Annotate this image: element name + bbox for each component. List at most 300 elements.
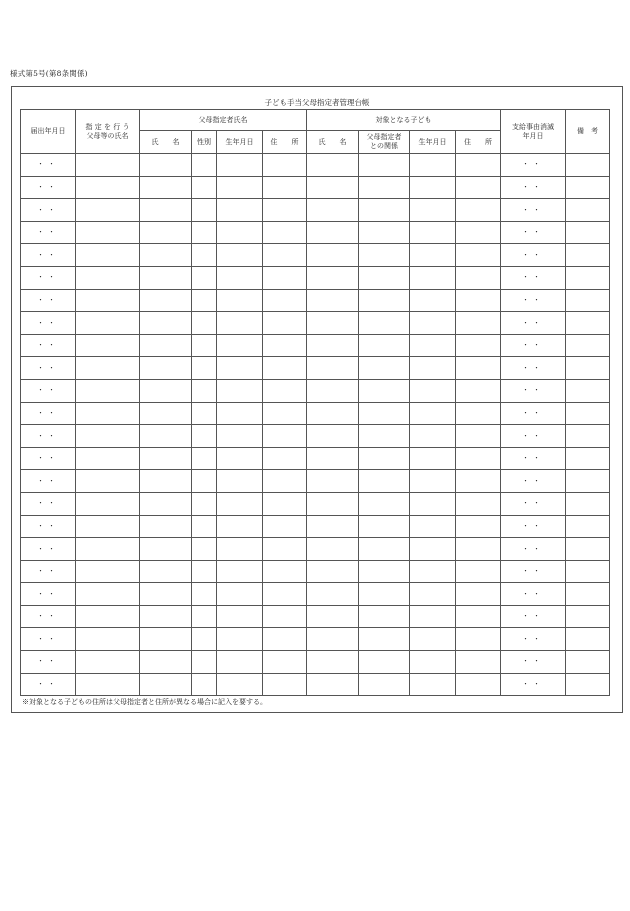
cell-notification-date[interactable]: ・・ [21, 334, 76, 357]
cell-blank[interactable] [307, 583, 359, 606]
cell-blank[interactable] [192, 402, 217, 425]
cell-blank[interactable] [217, 560, 263, 583]
cell-blank[interactable] [217, 651, 263, 674]
cell-blank[interactable] [566, 312, 610, 335]
cell-blank[interactable] [192, 673, 217, 696]
cell-blank[interactable] [456, 357, 501, 380]
cell-blank[interactable] [410, 583, 456, 606]
cell-blank[interactable] [410, 199, 456, 222]
cell-blank[interactable] [140, 651, 192, 674]
cell-notification-date[interactable]: ・・ [21, 538, 76, 561]
cell-blank[interactable] [76, 312, 140, 335]
cell-blank[interactable] [456, 221, 501, 244]
cell-blank[interactable] [456, 199, 501, 222]
cell-blank[interactable] [359, 199, 410, 222]
cell-blank[interactable] [263, 379, 307, 402]
cell-blank[interactable] [566, 176, 610, 199]
cell-blank[interactable] [456, 628, 501, 651]
cell-notification-date[interactable]: ・・ [21, 357, 76, 380]
cell-blank[interactable] [410, 402, 456, 425]
cell-blank[interactable] [359, 221, 410, 244]
cell-blank[interactable] [217, 176, 263, 199]
cell-blank[interactable] [192, 176, 217, 199]
cell-blank[interactable] [359, 425, 410, 448]
cell-blank[interactable] [456, 583, 501, 606]
cell-blank[interactable] [456, 379, 501, 402]
cell-blank[interactable] [217, 515, 263, 538]
cell-blank[interactable] [359, 673, 410, 696]
cell-notification-date[interactable]: ・・ [21, 221, 76, 244]
table-row [21, 221, 610, 244]
cell-blank[interactable] [307, 538, 359, 561]
cell-blank[interactable] [140, 334, 192, 357]
cell-blank[interactable] [359, 154, 410, 177]
cell-blank[interactable] [217, 221, 263, 244]
cell-blank[interactable] [359, 379, 410, 402]
cell-blank[interactable] [566, 199, 610, 222]
cell-blank[interactable] [456, 402, 501, 425]
cell-blank[interactable] [217, 334, 263, 357]
cell-blank[interactable] [76, 154, 140, 177]
header-designator-line1: 指 定 を 行 う [85, 122, 130, 131]
cell-blank[interactable] [566, 402, 610, 425]
cell-blank[interactable] [307, 334, 359, 357]
cell-blank[interactable] [307, 312, 359, 335]
cell-blank[interactable] [192, 221, 217, 244]
cell-notification-date[interactable]: ・・ [21, 560, 76, 583]
cell-blank[interactable] [307, 266, 359, 289]
cell-blank[interactable] [192, 447, 217, 470]
subheader-birth: 生年月日 [217, 131, 263, 154]
cell-end-date[interactable]: ・・ [501, 379, 566, 402]
cell-blank[interactable] [456, 538, 501, 561]
cell-end-date[interactable]: ・・ [501, 560, 566, 583]
cell-blank[interactable] [192, 357, 217, 380]
cell-blank[interactable] [566, 244, 610, 267]
cell-blank[interactable] [359, 334, 410, 357]
cell-blank[interactable] [456, 673, 501, 696]
cell-blank[interactable] [359, 447, 410, 470]
cell-blank[interactable] [359, 560, 410, 583]
cell-blank[interactable] [359, 605, 410, 628]
cell-blank[interactable] [456, 244, 501, 267]
header-notification-date: 届出年月日 [21, 110, 76, 154]
cell-blank[interactable] [263, 447, 307, 470]
cell-blank[interactable] [192, 470, 217, 493]
cell-notification-date[interactable]: ・・ [21, 154, 76, 177]
cell-blank[interactable] [263, 628, 307, 651]
cell-blank[interactable] [307, 673, 359, 696]
cell-notification-date[interactable]: ・・ [21, 673, 76, 696]
cell-blank[interactable] [140, 560, 192, 583]
cell-blank[interactable] [307, 628, 359, 651]
cell-blank[interactable] [456, 289, 501, 312]
cell-blank[interactable] [76, 605, 140, 628]
cell-blank[interactable] [410, 357, 456, 380]
cell-blank[interactable] [456, 651, 501, 674]
cell-end-date[interactable]: ・・ [501, 154, 566, 177]
cell-blank[interactable] [140, 538, 192, 561]
cell-blank[interactable] [263, 176, 307, 199]
cell-blank[interactable] [76, 628, 140, 651]
cell-blank[interactable] [76, 289, 140, 312]
cell-blank[interactable] [76, 470, 140, 493]
cell-blank[interactable] [307, 605, 359, 628]
cell-blank[interactable] [76, 651, 140, 674]
cell-blank[interactable] [263, 425, 307, 448]
cell-blank[interactable] [566, 673, 610, 696]
cell-blank[interactable] [307, 289, 359, 312]
cell-blank[interactable] [410, 244, 456, 267]
cell-blank[interactable] [410, 470, 456, 493]
cell-notification-date[interactable]: ・・ [21, 176, 76, 199]
table-row [21, 583, 610, 606]
cell-blank[interactable] [263, 651, 307, 674]
cell-blank[interactable] [410, 312, 456, 335]
table-row [21, 651, 610, 674]
cell-end-date[interactable]: ・・ [501, 402, 566, 425]
cell-blank[interactable] [192, 334, 217, 357]
cell-notification-date[interactable]: ・・ [21, 379, 76, 402]
cell-blank[interactable] [76, 492, 140, 515]
cell-blank[interactable] [140, 447, 192, 470]
cell-blank[interactable] [192, 583, 217, 606]
cell-blank[interactable] [76, 425, 140, 448]
cell-blank[interactable] [192, 289, 217, 312]
cell-blank[interactable] [359, 628, 410, 651]
cell-notification-date[interactable]: ・・ [21, 244, 76, 267]
cell-blank[interactable] [566, 583, 610, 606]
cell-blank[interactable] [192, 492, 217, 515]
cell-blank[interactable] [410, 266, 456, 289]
cell-blank[interactable] [566, 447, 610, 470]
cell-blank[interactable] [566, 605, 610, 628]
cell-blank[interactable] [456, 266, 501, 289]
cell-blank[interactable] [192, 244, 217, 267]
cell-end-date[interactable]: ・・ [501, 244, 566, 267]
cell-blank[interactable] [140, 199, 192, 222]
cell-blank[interactable] [456, 154, 501, 177]
cell-end-date[interactable]: ・・ [501, 312, 566, 335]
cell-blank[interactable] [359, 266, 410, 289]
cell-notification-date[interactable]: ・・ [21, 447, 76, 470]
cell-blank[interactable] [217, 538, 263, 561]
cell-notification-date[interactable]: ・・ [21, 470, 76, 493]
cell-end-date[interactable]: ・・ [501, 447, 566, 470]
cell-blank[interactable] [76, 266, 140, 289]
cell-blank[interactable] [410, 154, 456, 177]
cell-blank[interactable] [410, 628, 456, 651]
cell-blank[interactable] [140, 470, 192, 493]
cell-blank[interactable] [140, 605, 192, 628]
cell-blank[interactable] [140, 221, 192, 244]
cell-blank[interactable] [410, 334, 456, 357]
cell-notification-date[interactable]: ・・ [21, 628, 76, 651]
cell-blank[interactable] [263, 312, 307, 335]
cell-blank[interactable] [263, 266, 307, 289]
cell-end-date[interactable]: ・・ [501, 673, 566, 696]
cell-blank[interactable] [76, 538, 140, 561]
cell-blank[interactable] [307, 515, 359, 538]
cell-notification-date[interactable]: ・・ [21, 515, 76, 538]
cell-end-date[interactable]: ・・ [501, 470, 566, 493]
cell-blank[interactable] [217, 470, 263, 493]
cell-blank[interactable] [410, 651, 456, 674]
cell-blank[interactable] [307, 651, 359, 674]
cell-blank[interactable] [566, 628, 610, 651]
cell-blank[interactable] [410, 538, 456, 561]
cell-notification-date[interactable]: ・・ [21, 583, 76, 606]
cell-blank[interactable] [359, 312, 410, 335]
cell-blank[interactable] [359, 583, 410, 606]
cell-notification-date[interactable]: ・・ [21, 289, 76, 312]
cell-blank[interactable] [217, 244, 263, 267]
cell-blank[interactable] [192, 560, 217, 583]
cell-blank[interactable] [140, 628, 192, 651]
cell-blank[interactable] [566, 221, 610, 244]
cell-blank[interactable] [140, 312, 192, 335]
cell-blank[interactable] [456, 470, 501, 493]
cell-blank[interactable] [140, 379, 192, 402]
cell-blank[interactable] [140, 244, 192, 267]
cell-blank[interactable] [566, 492, 610, 515]
cell-end-date[interactable]: ・・ [501, 425, 566, 448]
cell-blank[interactable] [140, 425, 192, 448]
cell-blank[interactable] [217, 357, 263, 380]
cell-blank[interactable] [456, 515, 501, 538]
cell-blank[interactable] [217, 583, 263, 606]
cell-blank[interactable] [263, 560, 307, 583]
cell-blank[interactable] [359, 289, 410, 312]
table-row [21, 312, 610, 335]
cell-blank[interactable] [263, 221, 307, 244]
cell-blank[interactable] [456, 312, 501, 335]
cell-blank[interactable] [192, 266, 217, 289]
cell-blank[interactable] [263, 289, 307, 312]
cell-end-date[interactable]: ・・ [501, 176, 566, 199]
cell-notification-date[interactable]: ・・ [21, 199, 76, 222]
cell-blank[interactable] [307, 425, 359, 448]
cell-blank[interactable] [307, 560, 359, 583]
cell-blank[interactable] [263, 357, 307, 380]
cell-blank[interactable] [76, 673, 140, 696]
cell-blank[interactable] [192, 425, 217, 448]
cell-end-date[interactable]: ・・ [501, 605, 566, 628]
cell-blank[interactable] [140, 176, 192, 199]
cell-blank[interactable] [263, 199, 307, 222]
cell-blank[interactable] [192, 628, 217, 651]
cell-blank[interactable] [140, 492, 192, 515]
cell-blank[interactable] [566, 515, 610, 538]
cell-blank[interactable] [410, 492, 456, 515]
cell-blank[interactable] [192, 379, 217, 402]
cell-blank[interactable] [566, 379, 610, 402]
cell-blank[interactable] [307, 470, 359, 493]
cell-blank[interactable] [217, 312, 263, 335]
cell-blank[interactable] [263, 492, 307, 515]
cell-blank[interactable] [140, 266, 192, 289]
cell-blank[interactable] [76, 357, 140, 380]
cell-blank[interactable] [217, 402, 263, 425]
cell-blank[interactable] [566, 425, 610, 448]
cell-blank[interactable] [217, 673, 263, 696]
cell-blank[interactable] [192, 651, 217, 674]
cell-blank[interactable] [359, 515, 410, 538]
cell-blank[interactable] [76, 334, 140, 357]
cell-blank[interactable] [192, 154, 217, 177]
header-parent-group: 父母指定者氏名 [140, 110, 307, 131]
cell-blank[interactable] [217, 379, 263, 402]
cell-blank[interactable] [359, 470, 410, 493]
cell-blank[interactable] [410, 176, 456, 199]
cell-blank[interactable] [307, 154, 359, 177]
cell-blank[interactable] [217, 492, 263, 515]
cell-blank[interactable] [263, 334, 307, 357]
cell-blank[interactable] [566, 538, 610, 561]
cell-blank[interactable] [456, 560, 501, 583]
cell-blank[interactable] [410, 425, 456, 448]
cell-blank[interactable] [410, 221, 456, 244]
cell-blank[interactable] [307, 176, 359, 199]
cell-blank[interactable] [76, 221, 140, 244]
cell-blank[interactable] [410, 673, 456, 696]
cell-notification-date[interactable]: ・・ [21, 605, 76, 628]
cell-blank[interactable] [456, 447, 501, 470]
cell-blank[interactable] [307, 379, 359, 402]
cell-blank[interactable] [307, 357, 359, 380]
cell-blank[interactable] [192, 312, 217, 335]
cell-blank[interactable] [76, 244, 140, 267]
cell-blank[interactable] [76, 402, 140, 425]
cell-blank[interactable] [140, 515, 192, 538]
cell-end-date[interactable]: ・・ [501, 651, 566, 674]
cell-blank[interactable] [217, 199, 263, 222]
cell-blank[interactable] [410, 447, 456, 470]
cell-blank[interactable] [359, 538, 410, 561]
cell-blank[interactable] [359, 244, 410, 267]
cell-blank[interactable] [263, 470, 307, 493]
cell-blank[interactable] [217, 289, 263, 312]
cell-blank[interactable] [307, 492, 359, 515]
cell-blank[interactable] [140, 583, 192, 606]
cell-end-date[interactable]: ・・ [501, 199, 566, 222]
cell-blank[interactable] [192, 538, 217, 561]
cell-blank[interactable] [410, 289, 456, 312]
cell-blank[interactable] [359, 402, 410, 425]
cell-blank[interactable] [307, 402, 359, 425]
cell-blank[interactable] [263, 515, 307, 538]
cell-blank[interactable] [263, 583, 307, 606]
cell-blank[interactable] [217, 447, 263, 470]
cell-blank[interactable] [566, 651, 610, 674]
cell-end-date[interactable]: ・・ [501, 357, 566, 380]
cell-end-date[interactable]: ・・ [501, 221, 566, 244]
cell-blank[interactable] [263, 538, 307, 561]
cell-blank[interactable] [566, 289, 610, 312]
cell-blank[interactable] [359, 651, 410, 674]
cell-blank[interactable] [359, 176, 410, 199]
cell-end-date[interactable]: ・・ [501, 266, 566, 289]
cell-blank[interactable] [566, 357, 610, 380]
cell-blank[interactable] [566, 470, 610, 493]
cell-blank[interactable] [307, 447, 359, 470]
cell-blank[interactable] [140, 154, 192, 177]
cell-blank[interactable] [263, 673, 307, 696]
cell-blank[interactable] [192, 199, 217, 222]
cell-blank[interactable] [263, 244, 307, 267]
cell-blank[interactable] [217, 628, 263, 651]
cell-blank[interactable] [192, 605, 217, 628]
cell-blank[interactable] [76, 379, 140, 402]
cell-blank[interactable] [456, 492, 501, 515]
cell-blank[interactable] [307, 244, 359, 267]
cell-end-date[interactable]: ・・ [501, 492, 566, 515]
header-end-date [501, 110, 566, 154]
cell-blank[interactable] [410, 560, 456, 583]
cell-blank[interactable] [217, 266, 263, 289]
cell-end-date[interactable]: ・・ [501, 515, 566, 538]
cell-notification-date[interactable]: ・・ [21, 266, 76, 289]
cell-blank[interactable] [566, 560, 610, 583]
cell-blank[interactable] [217, 154, 263, 177]
cell-notification-date[interactable]: ・・ [21, 651, 76, 674]
cell-blank[interactable] [76, 583, 140, 606]
cell-blank[interactable] [456, 334, 501, 357]
cell-end-date[interactable]: ・・ [501, 334, 566, 357]
cell-blank[interactable] [76, 199, 140, 222]
cell-end-date[interactable]: ・・ [501, 628, 566, 651]
cell-end-date[interactable]: ・・ [501, 583, 566, 606]
table-row [21, 447, 610, 470]
cell-blank[interactable] [140, 673, 192, 696]
cell-notification-date[interactable]: ・・ [21, 492, 76, 515]
cell-blank[interactable] [76, 176, 140, 199]
cell-notification-date[interactable]: ・・ [21, 312, 76, 335]
cell-blank[interactable] [263, 154, 307, 177]
cell-end-date[interactable]: ・・ [501, 289, 566, 312]
table-row [21, 425, 610, 448]
cell-blank[interactable] [410, 379, 456, 402]
cell-notification-date[interactable]: ・・ [21, 425, 76, 448]
cell-blank[interactable] [410, 515, 456, 538]
cell-blank[interactable] [76, 447, 140, 470]
cell-blank[interactable] [359, 357, 410, 380]
cell-blank[interactable] [307, 199, 359, 222]
cell-blank[interactable] [140, 402, 192, 425]
cell-blank[interactable] [307, 221, 359, 244]
cell-blank[interactable] [217, 605, 263, 628]
cell-end-date[interactable]: ・・ [501, 538, 566, 561]
cell-blank[interactable] [192, 515, 217, 538]
cell-blank[interactable] [359, 492, 410, 515]
cell-blank[interactable] [456, 425, 501, 448]
cell-blank[interactable] [456, 176, 501, 199]
cell-blank[interactable] [217, 425, 263, 448]
cell-blank[interactable] [140, 357, 192, 380]
cell-blank[interactable] [263, 605, 307, 628]
cell-blank[interactable] [76, 560, 140, 583]
cell-blank[interactable] [263, 402, 307, 425]
cell-blank[interactable] [410, 605, 456, 628]
cell-blank[interactable] [456, 605, 501, 628]
cell-blank[interactable] [140, 289, 192, 312]
cell-blank[interactable] [566, 154, 610, 177]
cell-blank[interactable] [566, 334, 610, 357]
cell-blank[interactable] [76, 515, 140, 538]
table-row [21, 470, 610, 493]
cell-blank[interactable] [566, 266, 610, 289]
cell-notification-date[interactable]: ・・ [21, 402, 76, 425]
